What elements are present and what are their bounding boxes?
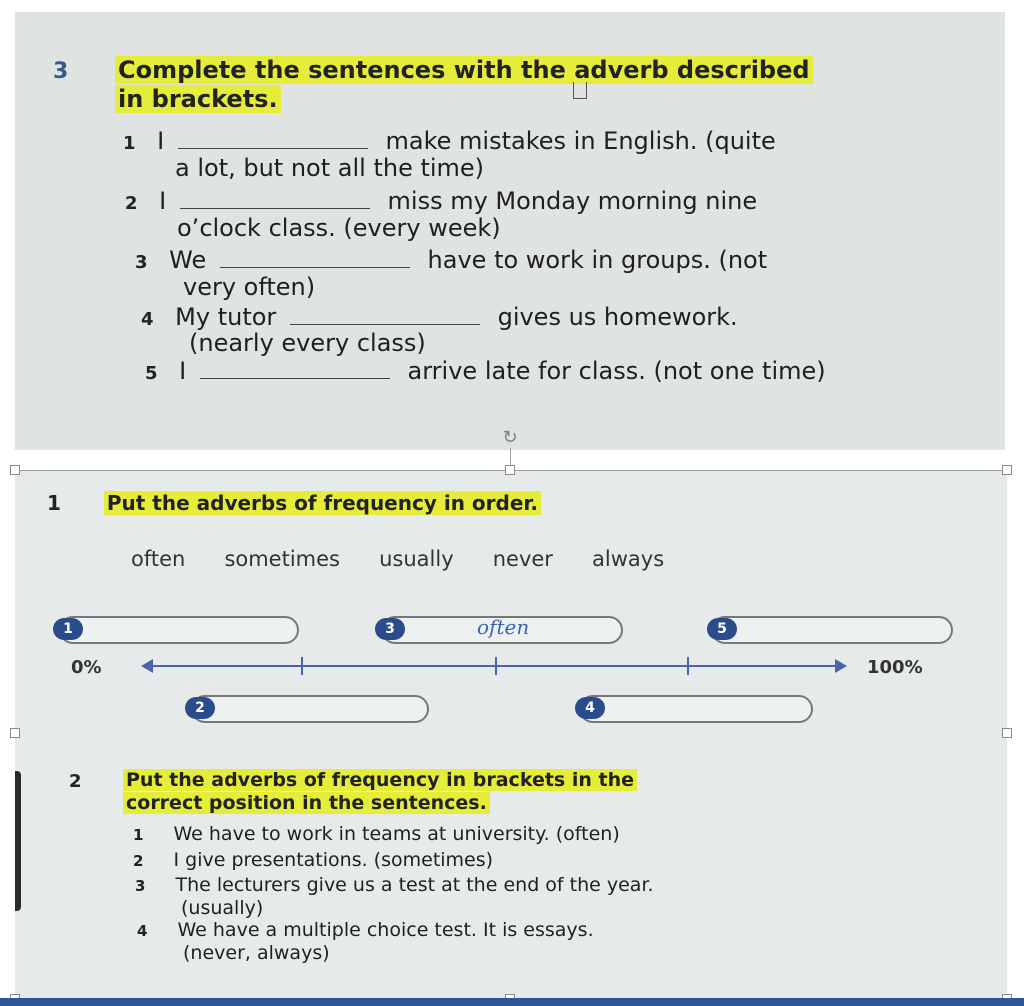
- item-number: 1: [123, 133, 136, 154]
- rotate-handle-stem: [510, 448, 511, 466]
- exercise-number: 3: [53, 59, 69, 84]
- resize-handle-top-left[interactable]: [10, 465, 20, 475]
- item-subject: We: [169, 246, 207, 274]
- slot-badge-4: 4: [575, 697, 605, 719]
- item-text: gives us homework.: [497, 303, 738, 331]
- word-bank-item: sometimes: [224, 547, 340, 571]
- item-continuation: (nearly every class): [189, 329, 426, 357]
- slot-badge-2: 2: [185, 697, 215, 719]
- sentence-item: [145, 358, 826, 387]
- resize-handle-top-right[interactable]: [1002, 465, 1012, 475]
- item-continuation: o’clock class. (every week): [177, 214, 501, 242]
- arrow-right-icon: [835, 659, 847, 673]
- answer-slot-2[interactable]: [191, 695, 429, 723]
- item-text: I give presentations. (sometimes): [173, 849, 494, 871]
- item-number: 4: [141, 309, 154, 330]
- item-text: arrive late for class. (not one time): [407, 357, 826, 385]
- sentence-item: [123, 128, 776, 157]
- scale-start-label: 0%: [71, 657, 102, 678]
- scale-tick: [687, 657, 689, 675]
- item-continuation: very often): [183, 273, 316, 301]
- answer-blank[interactable]: [200, 360, 390, 379]
- binder-edge: [15, 771, 21, 911]
- item-text: The lecturers give us a test at the end of the year.: [175, 874, 654, 896]
- exercise-2-title-line-2: correct position in the sentences.: [123, 792, 490, 814]
- item-number: 2: [133, 852, 144, 870]
- answer-blank[interactable]: [180, 190, 370, 209]
- scale-tick: [495, 657, 497, 675]
- item-continuation: a lot, but not all the time): [175, 154, 485, 182]
- rotate-handle-icon[interactable]: ↻: [502, 427, 518, 448]
- item-subject: I: [159, 187, 167, 215]
- answer-blank[interactable]: [290, 306, 480, 325]
- list-item: [133, 823, 620, 846]
- exercise-1-title: Put the adverbs of frequency in order.: [104, 491, 541, 515]
- list-item: [137, 919, 594, 942]
- slot-badge-5: 5: [707, 618, 737, 640]
- slot-badge-3: 3: [375, 618, 405, 640]
- exercise-1-2-image[interactable]: [15, 470, 1007, 999]
- item-number: 3: [135, 877, 146, 895]
- text-cursor-icon: [573, 82, 587, 99]
- item-text: have to work in groups. (not: [427, 246, 768, 274]
- exercise-1-heading: [47, 491, 541, 515]
- sentence-item: [125, 188, 757, 217]
- item-number: 5: [145, 363, 158, 384]
- slot-badge-1: 1: [53, 618, 83, 640]
- item-subject: I: [157, 127, 165, 155]
- sentence-item: [135, 247, 767, 276]
- window-bottom-bar: [0, 998, 1024, 1006]
- word-bank-item: never: [492, 547, 553, 571]
- list-item: [135, 874, 654, 897]
- answer-slot-5[interactable]: [711, 616, 953, 644]
- exercise-title: [115, 56, 813, 114]
- answer-slot-1[interactable]: [59, 616, 299, 644]
- item-continuation: (never, always): [183, 942, 330, 964]
- answer-blank[interactable]: [178, 130, 368, 149]
- word-bank-item: always: [592, 547, 665, 571]
- exercise-1-number: 1: [47, 491, 61, 515]
- item-number: 1: [133, 826, 144, 844]
- item-continuation: (usually): [181, 897, 264, 919]
- answer-slot-4[interactable]: [579, 695, 813, 723]
- arrow-left-icon: [141, 659, 153, 673]
- item-text: We have a multiple choice test. It is essays.: [177, 919, 594, 941]
- item-text: make mistakes in English. (quite: [385, 127, 776, 155]
- item-text: We have to work in teams at university. (often): [173, 823, 620, 845]
- exercise-2-title-line-1: Put the adverbs of frequency in brackets in the: [123, 769, 637, 791]
- exercise-2-title: [123, 769, 637, 815]
- item-number: 3: [135, 252, 148, 273]
- scale-end-label: 100%: [867, 657, 923, 678]
- handwritten-answer: often: [477, 615, 530, 639]
- resize-handle-middle-left[interactable]: [10, 728, 20, 738]
- item-text: miss my Monday morning nine: [387, 187, 758, 215]
- list-item: [133, 849, 493, 872]
- resize-handle-middle-right[interactable]: [1002, 728, 1012, 738]
- item-number: 2: [125, 193, 138, 214]
- exercise-3-image: [15, 12, 1005, 450]
- exercise-title-line-1: Complete the sentences with the adverb described: [115, 56, 813, 84]
- word-bank-item: often: [131, 547, 186, 571]
- word-bank-item: usually: [379, 547, 454, 571]
- word-bank: [131, 547, 664, 571]
- item-number: 4: [137, 922, 148, 940]
- resize-handle-top-center[interactable]: [505, 465, 515, 475]
- scale-tick: [301, 657, 303, 675]
- exercise-2-number: 2: [69, 771, 82, 792]
- item-subject: I: [179, 357, 187, 385]
- exercise-title-line-2: in brackets.: [115, 85, 281, 113]
- answer-blank[interactable]: [220, 249, 410, 268]
- item-subject: My tutor: [175, 303, 277, 331]
- frequency-scale-line: [147, 665, 837, 667]
